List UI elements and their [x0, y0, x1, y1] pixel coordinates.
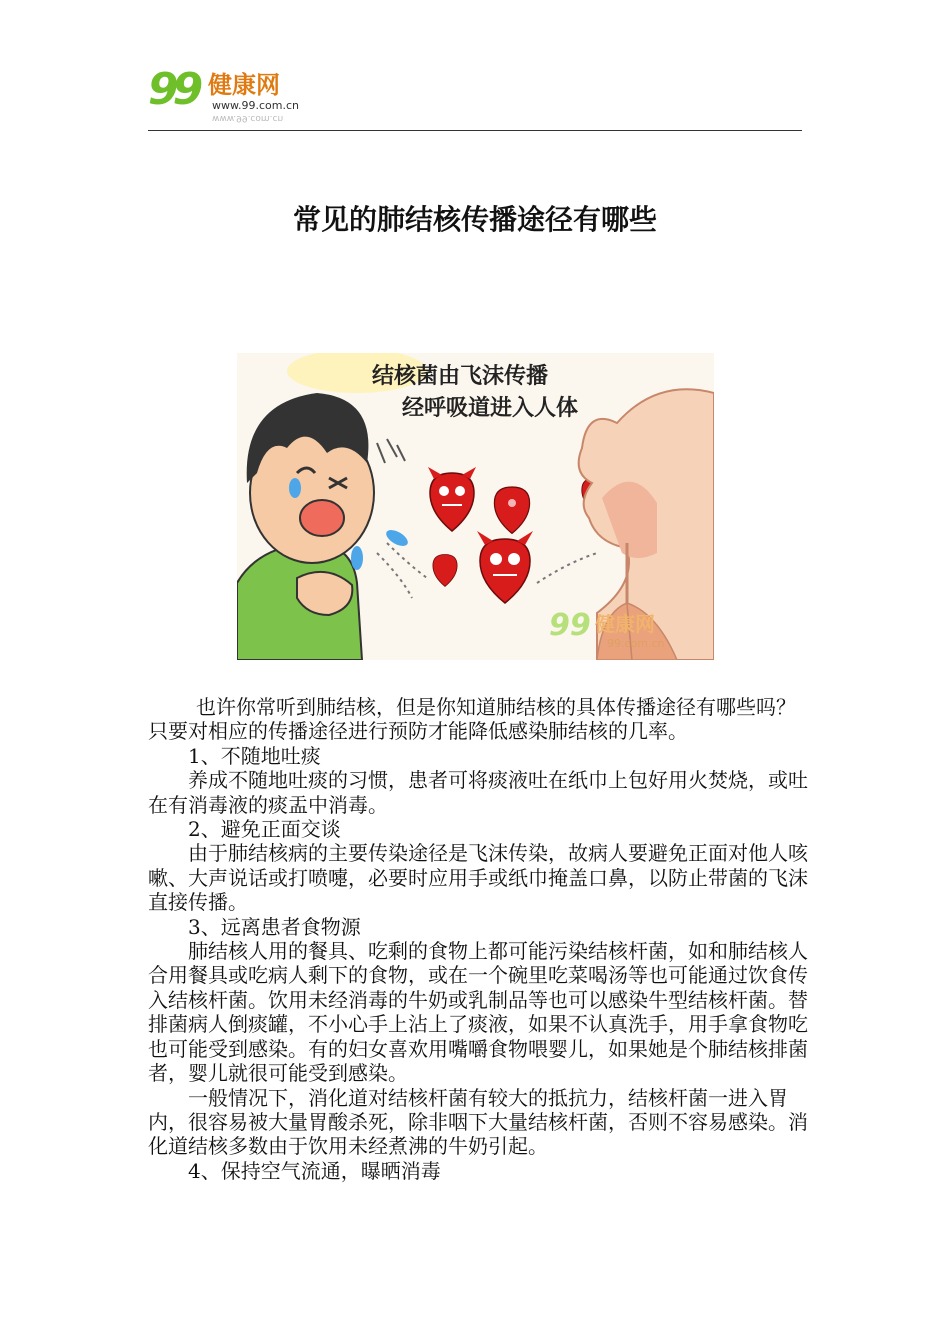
paragraph: 肺结核人用的餐具、吃剩的食物上都可能污染结核杆菌，如和肺结核人合用餐具或吃病人剩下的食物，或在一个碗里吃菜喝汤等也可能通过饮食传入结核杆菌。饮用未经消毒的牛奶或乳制品等也可以感染牛型结核杆菌。替排菌病人倒痰罐，不小心手上沾上了痰液，如果不认真洗手，用手拿食物吃也可能受到感染。有的妇女喜欢用嘴嚼食物喂婴儿，如果她是个肺结核排菌者，婴儿就很可能受到感染。	[148, 939, 808, 1086]
droplet	[351, 546, 363, 570]
watermark-url: 99.com.cn	[607, 637, 665, 650]
paragraph: 一般情况下，消化道对结核杆菌有较大的抵抗力，结核杆菌一进入胃内，很容易被大量胃酸杀死，除非咽下大量结核杆菌，否则不容易感染。消化道结核多数由于饮用未经煮沸的牛奶引起。	[148, 1085, 808, 1159]
watermark-digits: 99	[549, 608, 591, 643]
illustration-caption-line2: 经呼吸道进入人体	[402, 396, 579, 421]
paragraph-intro: 也许你常听到肺结核，但是你知道肺结核的具体传播途径有哪些吗？只要对相应的传播途径进行预防才能降低感染肺结核的几率。	[148, 695, 796, 744]
illustration-caption-line1: 结核菌由飞沫传播	[372, 364, 549, 389]
site-logo	[148, 66, 323, 126]
boy-open-mouth	[300, 500, 344, 536]
article-body	[148, 695, 808, 1183]
section-heading-3: 3、远离患者食物源	[188, 914, 361, 939]
paragraph: 养成不随地吐痰的习惯，患者可将痰液吐在纸巾上包好用火焚烧，或吐在有消毒液的痰盂中消毒。	[148, 768, 808, 817]
page-title: 常见的肺结核传播途径有哪些	[292, 203, 657, 236]
section-heading-4: 4、保持空气流通，曝晒消毒	[188, 1158, 441, 1183]
logo-url-reflection: www.99.com.cn	[212, 113, 284, 123]
paragraph: 由于肺结核病的主要传染途径是飞沫传染，故病人要避免正面对他人咳嗽、大声说话或打喷嚏，必要时应用手或纸巾掩盖口鼻，以防止带菌的飞沫直接传播。	[148, 841, 808, 915]
sweat-drop	[289, 478, 301, 498]
tuberculosis-illustration	[237, 353, 714, 660]
logo-url: www.99.com.cn	[212, 99, 299, 112]
watermark-brand: 健康网	[595, 612, 655, 636]
header-divider	[148, 130, 802, 131]
section-heading-1: 1、不随地吐痰	[188, 743, 321, 768]
logo-brand: 健康网	[208, 71, 280, 99]
section-heading-2: 2、避免正面交谈	[188, 817, 341, 842]
logo-digits: 99	[148, 64, 198, 115]
